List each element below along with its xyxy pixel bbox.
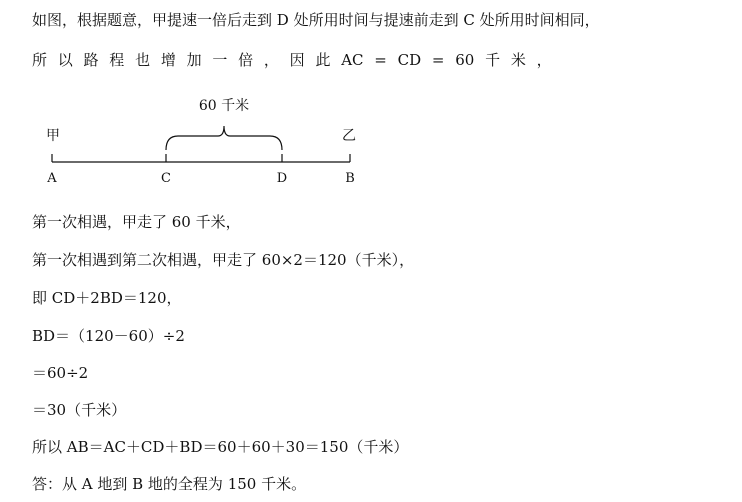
text-line-6: BD＝（120－60）÷2 — [32, 327, 185, 345]
text-line-1: 如图，根据题意，甲提速一倍后走到 D 处所用时间与提速前走到 C 处所用时间相同， — [32, 11, 600, 29]
point-b: B — [345, 171, 355, 186]
text-line-8: ＝30（千米） — [32, 401, 127, 419]
text-line-2: 所 以 路 程 也 增 加 一 倍 ， 因 此 AC = CD = 60 千 米 ， — [32, 51, 552, 69]
point-d: D — [276, 171, 288, 186]
brace-label: 60 千米 — [198, 98, 250, 114]
text-line-10: 答：从 A 地到 B 地的全程为 150 千米。 — [32, 475, 307, 493]
text-line-9: 所以 AB＝AC＋CD＋BD＝60＋60＋30＝150（千米） — [32, 438, 409, 456]
brace-cd — [166, 126, 282, 150]
line-segment-diagram — [38, 92, 378, 192]
text-line-4: 第一次相遇到第二次相遇，甲走了 60×2＝120（千米）， — [32, 251, 415, 269]
point-c: C — [161, 171, 171, 186]
point-a: A — [47, 171, 57, 186]
text-line-3: 第一次相遇，甲走了 60 千米， — [32, 213, 241, 231]
label-yi: 乙 — [342, 128, 356, 144]
text-line-7: ＝60÷2 — [32, 364, 89, 382]
text-line-5: 即 CD＋2BD＝120， — [32, 289, 182, 307]
label-jia: 甲 — [46, 128, 60, 144]
